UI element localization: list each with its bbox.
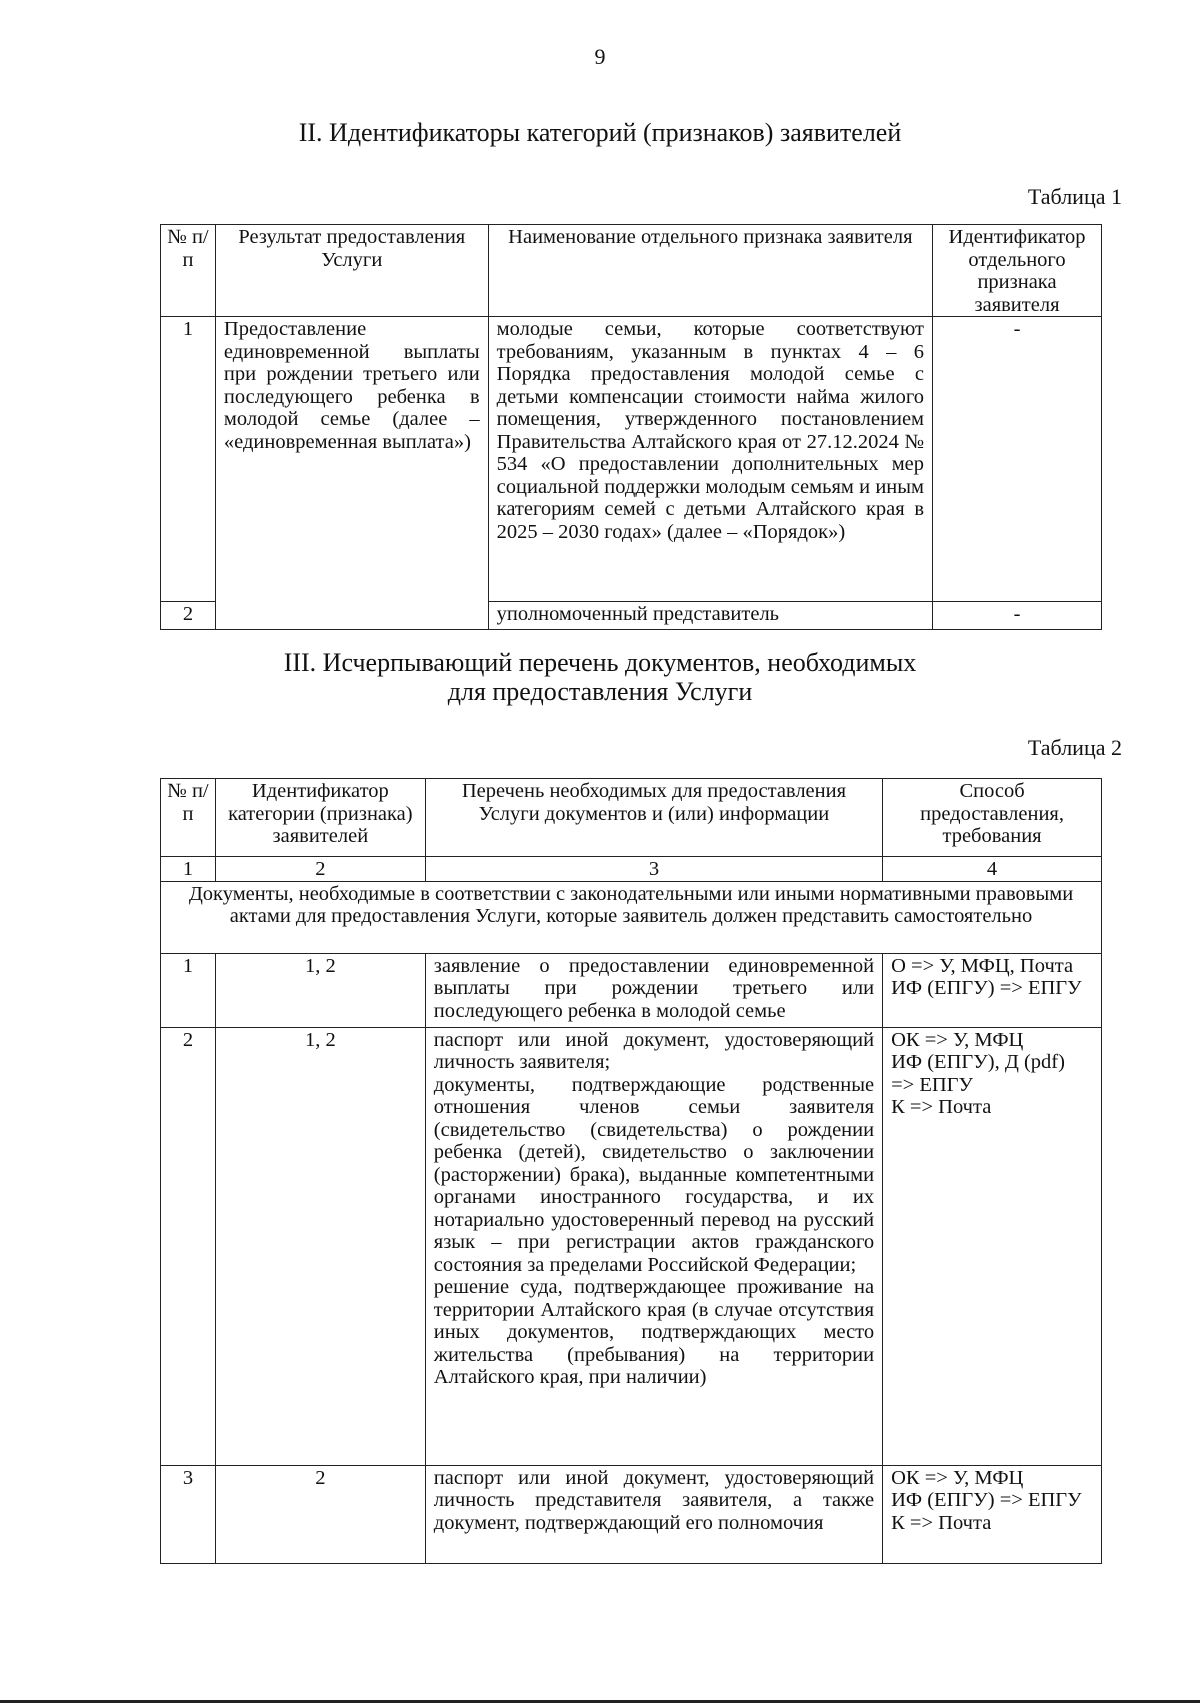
t2-row3-method bbox=[883, 1465, 1102, 1563]
t2-row1-docs bbox=[425, 953, 882, 1027]
table-row bbox=[161, 1027, 1102, 1465]
t2-row1-method-1: О => У, МФЦ, Почта bbox=[891, 954, 1074, 977]
table-row bbox=[161, 953, 1102, 1027]
t1-header-name: Наименование отдельного признака заявителя bbox=[488, 225, 932, 317]
t2-col-number-4: 4 bbox=[883, 857, 1102, 882]
t2-row3-num: 3 bbox=[161, 1465, 216, 1563]
t2-row1-num: 1 bbox=[161, 953, 216, 1027]
table-row bbox=[161, 1465, 1102, 1563]
t1-header-result: Результат предоставления Услуги bbox=[215, 225, 488, 317]
t2-col-number-3: 3 bbox=[425, 857, 882, 882]
t1-row2-name: уполномоченный представитель bbox=[488, 602, 932, 630]
t1-row1-num: 1 bbox=[161, 317, 216, 602]
t2-row2-num: 2 bbox=[161, 1027, 216, 1465]
t1-row1-name: молодые семьи, которые соответствуют требованиям, указанным в пунктах 4 – 6 Порядка предоставления молодой семье с детьми компенсации стоимости найма жилого помещения, утвержденного постановлением Правительства Алтайского края от 27.12.2024 № 534 «О предоставлении дополнительных мер социальной поддержки молодым семьям и иным категориям семей с детьми Алтайского края в 2025 – 2030 годах» (далее – «Порядок») bbox=[488, 317, 932, 602]
t2-row3-method-1: ОК => У, МФЦ bbox=[891, 1466, 1024, 1489]
t2-header-num: № п/п bbox=[161, 779, 216, 857]
t2-row2-category: 1, 2 bbox=[215, 1027, 425, 1465]
t2-row2-doc-1: паспорт или иной документ, удостоверяющий личность заявителя; bbox=[433, 1028, 875, 1073]
t2-header-category: Идентификатор категории (признака) заявителей bbox=[215, 779, 425, 857]
t1-row1-id: - bbox=[933, 317, 1102, 602]
t2-row1-doc-1: заявление о предоставлении единовременной выплаты при рождении третьего или последующего ребенка в молодой семье bbox=[433, 954, 875, 1022]
page-number: 9 bbox=[594, 44, 606, 69]
t2-header-docs: Перечень необходимых для предоставления Услуги документов и (или) информации bbox=[425, 779, 882, 857]
t2-row3-docs bbox=[425, 1465, 882, 1563]
t2-row2-doc-3: решение суда, подтверждающее проживание на территории Алтайского края (в случае отсутствия иных документов, подтверждающих место жительства (пребывания) на территории Алтайского края, при наличии) bbox=[433, 1276, 875, 1388]
t1-row2-id: - bbox=[933, 602, 1102, 630]
t2-row2-docs bbox=[425, 1027, 882, 1465]
t2-row2-method bbox=[883, 1027, 1102, 1465]
t2-row1-category: 1, 2 bbox=[215, 953, 425, 1027]
t2-row3-category: 2 bbox=[215, 1465, 425, 1563]
table-2 bbox=[160, 778, 1102, 1564]
table-row bbox=[161, 317, 1102, 602]
t2-group-title: Документы, необходимые в соответствии с законодательными или иными нормативными правовыми актами для предоставления Услуги, которые заявитель должен представить самостоятельно bbox=[161, 881, 1102, 953]
t2-row2-method-3: К => Почта bbox=[891, 1096, 992, 1118]
t2-col-number-1: 1 bbox=[161, 857, 216, 882]
t2-row3-method-2: ИФ (ЕПГУ) => ЕПГУ bbox=[891, 1489, 1082, 1511]
t1-header-id: Идентификатор отдельного признака заявителя bbox=[933, 225, 1102, 317]
section-2-title: II. Идентификаторы категорий (признаков) заявителей bbox=[298, 118, 902, 147]
t2-row3-method-3: К => Почта bbox=[891, 1511, 992, 1534]
table-2-column-numbers-row bbox=[161, 857, 1102, 882]
table-1-caption: Таблица 1 bbox=[1027, 184, 1122, 209]
page-bottom-rule bbox=[0, 1700, 1200, 1703]
section-3-title-line-1: III. Исчерпывающий перечень документов, необходимых bbox=[283, 648, 917, 677]
t1-result: Предоставление единовременной выплаты при рождении третьего или последующего ребенка в молодой семье (далее – «единовременная выплата») bbox=[215, 317, 488, 630]
table-1 bbox=[160, 224, 1102, 630]
section-3-title bbox=[0, 648, 1200, 706]
t2-row1-method-2: ИФ (ЕПГУ) => ЕПГУ bbox=[891, 977, 1082, 999]
t2-row3-doc-1: паспорт или иной документ, удостоверяющий личность представителя заявителя, а также документ, подтверждающий его полномочия bbox=[433, 1466, 875, 1534]
t2-col-number-2: 2 bbox=[215, 857, 425, 882]
t2-row2-doc-2: документы, подтверждающие родственные отношения членов семьи заявителя (свидетельство (свидетельства) о рождении ребенка (детей), свидетельство о заключении (расторжении) брака), выданные компетентными органами иностранного государства, и их нотариально удостоверенный перевод на русский язык – при регистрации актов гражданского состояния за пределами Российской Федерации; bbox=[433, 1073, 875, 1276]
section-3-title-line-2: для предоставления Услуги bbox=[447, 677, 753, 706]
t1-row2-num: 2 bbox=[161, 602, 216, 630]
table-1-header-row bbox=[161, 225, 1102, 317]
t2-row2-method-2: ИФ (ЕПГУ), Д (pdf) => ЕПГУ bbox=[891, 1051, 1065, 1096]
t2-header-method: Способ предоставления, требования bbox=[883, 779, 1102, 857]
t1-header-num: № п/п bbox=[161, 225, 216, 317]
t2-row1-method bbox=[883, 953, 1102, 1027]
table-2-group-row bbox=[161, 881, 1102, 953]
table-2-caption: Таблица 2 bbox=[1027, 735, 1122, 760]
t2-row2-method-1: ОК => У, МФЦ bbox=[891, 1028, 1024, 1051]
table-2-header-row bbox=[161, 779, 1102, 857]
